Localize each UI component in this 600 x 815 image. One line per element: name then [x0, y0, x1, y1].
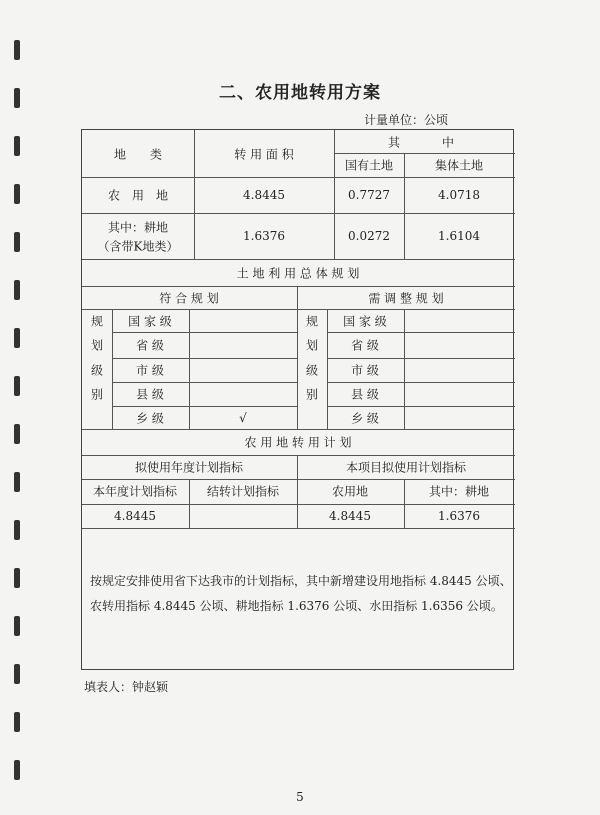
row-agri-collective: 4.0718: [438, 188, 480, 202]
note-line-2: 农转用指标 4.8445 公顷、耕地指标 1.6376 公顷、水田指标 1.6356 公顷。: [90, 599, 503, 613]
adjust-level: 省 级: [351, 338, 379, 353]
header-state: 国有土地: [344, 158, 394, 173]
header-area: 转 用 面 积: [234, 147, 294, 162]
conform-level: 国 家 级: [128, 314, 172, 329]
header-land-type: 地 类: [113, 147, 163, 162]
level-char: 划: [305, 338, 319, 353]
conversion-agri: 农用地: [331, 484, 369, 499]
row-arable-area: 1.6376: [243, 229, 285, 243]
page-title: 二、农用地转用方案: [219, 83, 381, 103]
level-char: 级: [305, 363, 319, 378]
row-arable-label-2: （含带K地类）: [97, 239, 179, 254]
level-char: 级: [90, 363, 104, 378]
plan-conform: 符 合 规 划: [159, 291, 219, 306]
row-arable-label-1: 其中：耕地: [107, 220, 169, 235]
level-char: 别: [90, 387, 104, 402]
header-collective: 集体土地: [434, 158, 484, 173]
conversion-this-year: 本年度计划指标: [92, 484, 178, 499]
level-char: 规: [305, 314, 319, 329]
page-number: 5: [296, 790, 304, 804]
conform-level: 省 级: [136, 338, 164, 353]
conform-level: 乡 级: [136, 411, 164, 426]
plan-section-title: 土 地 利 用 总 体 规 划: [236, 266, 360, 281]
adjust-level: 国 家 级: [343, 314, 387, 329]
row-arable-state: 0.0272: [348, 229, 390, 243]
note-line-1: 按规定安排使用省下达我市的计划指标，其中新增建设用地指标 4.8445 公顷、: [90, 574, 512, 588]
level-char: 规: [90, 314, 104, 329]
level-char: 划: [90, 338, 104, 353]
row-agri-label: 农 用 地: [107, 188, 169, 203]
header-of-which: 其 中: [387, 135, 461, 150]
conversion-annual: 拟使用年度计划指标: [134, 460, 244, 475]
level-char: 别: [305, 387, 319, 402]
row-arable-collective: 1.6104: [438, 229, 480, 243]
conversion-section-title: 农 用 地 转 用 计 划: [244, 435, 352, 450]
adjust-level: 乡 级: [351, 411, 379, 426]
check-mark: √: [239, 411, 247, 425]
conversion-agri-value: 4.8445: [329, 509, 371, 523]
conform-level: 县 级: [136, 387, 164, 402]
unit-label: 计量单位：公顷: [364, 113, 449, 127]
row-agri-area: 4.8445: [243, 188, 285, 202]
conversion-project: 本项目拟使用计划指标: [345, 460, 467, 475]
filler-name: 填表人：钟赵颖: [84, 680, 169, 694]
binding-holes: [6, 0, 20, 815]
conversion-this-year-value: 4.8445: [114, 509, 156, 523]
plan-adjust: 需 调 整 规 划: [368, 291, 444, 306]
conversion-arable-value: 1.6376: [438, 509, 480, 523]
adjust-level: 县 级: [351, 387, 379, 402]
conform-level: 市 级: [136, 363, 164, 378]
conversion-arable: 其中：耕地: [428, 484, 490, 499]
row-agri-state: 0.7727: [348, 188, 390, 202]
adjust-level: 市 级: [351, 363, 379, 378]
conversion-carryover: 结转计划指标: [206, 484, 280, 499]
